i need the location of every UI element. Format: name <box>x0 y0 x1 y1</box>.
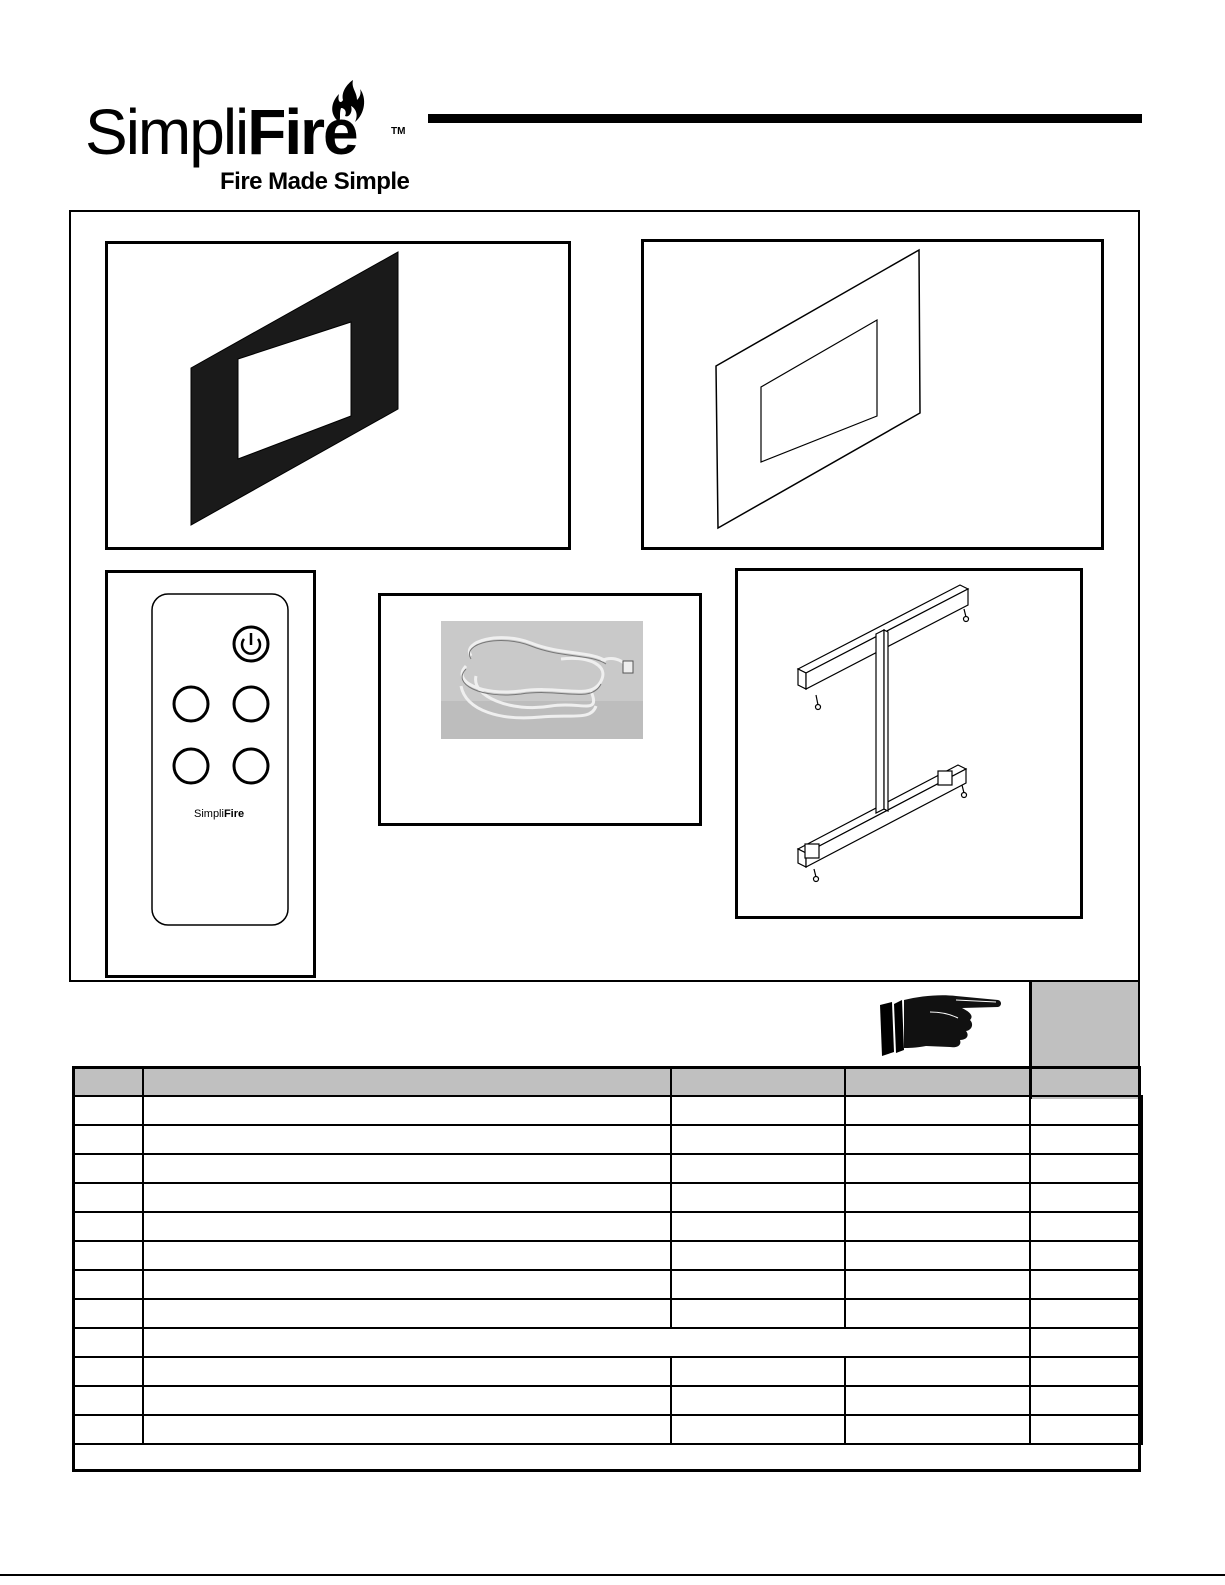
remote-button-4 <box>234 749 268 783</box>
table-cell <box>73 1212 143 1241</box>
header-cell <box>845 1067 1030 1096</box>
table-cell <box>143 1415 671 1444</box>
table-row <box>73 1125 1142 1154</box>
table-cell <box>1030 1183 1142 1212</box>
table-cell <box>671 1299 845 1328</box>
table-cell <box>845 1241 1030 1270</box>
white-trim-panel <box>641 239 1104 550</box>
table-cell <box>671 1415 845 1444</box>
table-row <box>73 1183 1142 1212</box>
remote-button-1 <box>174 687 208 721</box>
table-cell <box>1030 1241 1142 1270</box>
table-cell <box>73 1096 143 1125</box>
table-cell <box>1030 1299 1142 1328</box>
table-cell <box>143 1154 671 1183</box>
table-cell <box>143 1096 671 1125</box>
header-rule <box>428 114 1142 123</box>
table-cell <box>671 1357 845 1386</box>
table-cell <box>143 1125 671 1154</box>
table-row <box>73 1386 1142 1415</box>
table-cell <box>845 1357 1030 1386</box>
table-cell <box>671 1212 845 1241</box>
white-trim-drawing <box>644 242 1101 547</box>
table-cell <box>1030 1270 1142 1299</box>
table-cell <box>73 1299 143 1328</box>
table-cell <box>845 1270 1030 1299</box>
remote-control-drawing <box>108 573 313 975</box>
simplifire-logo <box>85 78 415 203</box>
table-cell <box>73 1270 143 1299</box>
table-row <box>73 1299 1142 1328</box>
table-row <box>73 1212 1142 1241</box>
table-cell <box>1030 1357 1142 1386</box>
table-cell-merged <box>143 1328 1030 1357</box>
power-cord-photo <box>441 621 643 739</box>
table-cell <box>73 1357 143 1386</box>
table-cell <box>143 1241 671 1270</box>
table-cell <box>1030 1415 1142 1444</box>
power-icon <box>234 627 268 661</box>
remote-logo: SimpliFire <box>194 808 245 820</box>
table-row-merged <box>73 1328 1142 1357</box>
power-cord-panel <box>378 593 702 826</box>
table-cell <box>1030 1125 1142 1154</box>
remote-control-panel <box>105 570 316 978</box>
parts-illustration-frame <box>69 210 1140 982</box>
logo-tagline: Fire Made Simple <box>220 168 410 195</box>
table-row <box>73 1096 1142 1125</box>
table-cell <box>143 1183 671 1212</box>
parts-list-table <box>72 1066 1143 1445</box>
table-cell <box>845 1154 1030 1183</box>
table-row <box>73 1357 1142 1386</box>
footer-rule <box>0 1574 1225 1576</box>
table-cell <box>73 1415 143 1444</box>
remote-button-2 <box>234 687 268 721</box>
table-row <box>73 1154 1142 1183</box>
table-cell <box>671 1270 845 1299</box>
table-cell <box>73 1386 143 1415</box>
table-cell <box>1030 1328 1142 1357</box>
table-cell <box>143 1299 671 1328</box>
table-cell <box>143 1212 671 1241</box>
black-trim-drawing <box>108 244 568 547</box>
black-trim-panel <box>105 241 571 550</box>
table-cell <box>73 1183 143 1212</box>
table-row <box>73 1415 1142 1444</box>
pointing-hand-icon <box>870 990 1005 1060</box>
trademark-mark: TM <box>391 126 406 137</box>
header-cell <box>671 1067 845 1096</box>
table-cell <box>845 1212 1030 1241</box>
table-cell <box>671 1386 845 1415</box>
table-cell <box>671 1241 845 1270</box>
table-cell <box>143 1386 671 1415</box>
table-cell <box>73 1125 143 1154</box>
table-cell <box>73 1154 143 1183</box>
logo-wordmark: SimpliFire <box>85 96 357 168</box>
mounting-bracket-drawing <box>738 571 1080 916</box>
header-spacer <box>1030 1067 1142 1096</box>
table-cell <box>1030 1386 1142 1415</box>
remote-button-3 <box>174 749 208 783</box>
table-cell <box>671 1096 845 1125</box>
header-cell <box>143 1067 671 1096</box>
table-cell <box>671 1183 845 1212</box>
table-cell <box>73 1241 143 1270</box>
table-cell <box>1030 1212 1142 1241</box>
table-cell <box>845 1096 1030 1125</box>
header-cell <box>73 1067 143 1096</box>
table-cell <box>845 1183 1030 1212</box>
table-cell <box>143 1270 671 1299</box>
table-cell <box>671 1154 845 1183</box>
table-cell <box>845 1125 1030 1154</box>
table-cell <box>845 1299 1030 1328</box>
table-cell <box>671 1125 845 1154</box>
table-row <box>73 1241 1142 1270</box>
table-cell <box>1030 1096 1142 1125</box>
table-cell <box>143 1357 671 1386</box>
mounting-bracket-panel <box>735 568 1083 919</box>
table-header-row <box>73 1067 1142 1096</box>
table-cell <box>845 1415 1030 1444</box>
table-cell <box>73 1328 143 1357</box>
table-cell <box>1030 1154 1142 1183</box>
table-cell <box>845 1386 1030 1415</box>
table-row <box>73 1270 1142 1299</box>
